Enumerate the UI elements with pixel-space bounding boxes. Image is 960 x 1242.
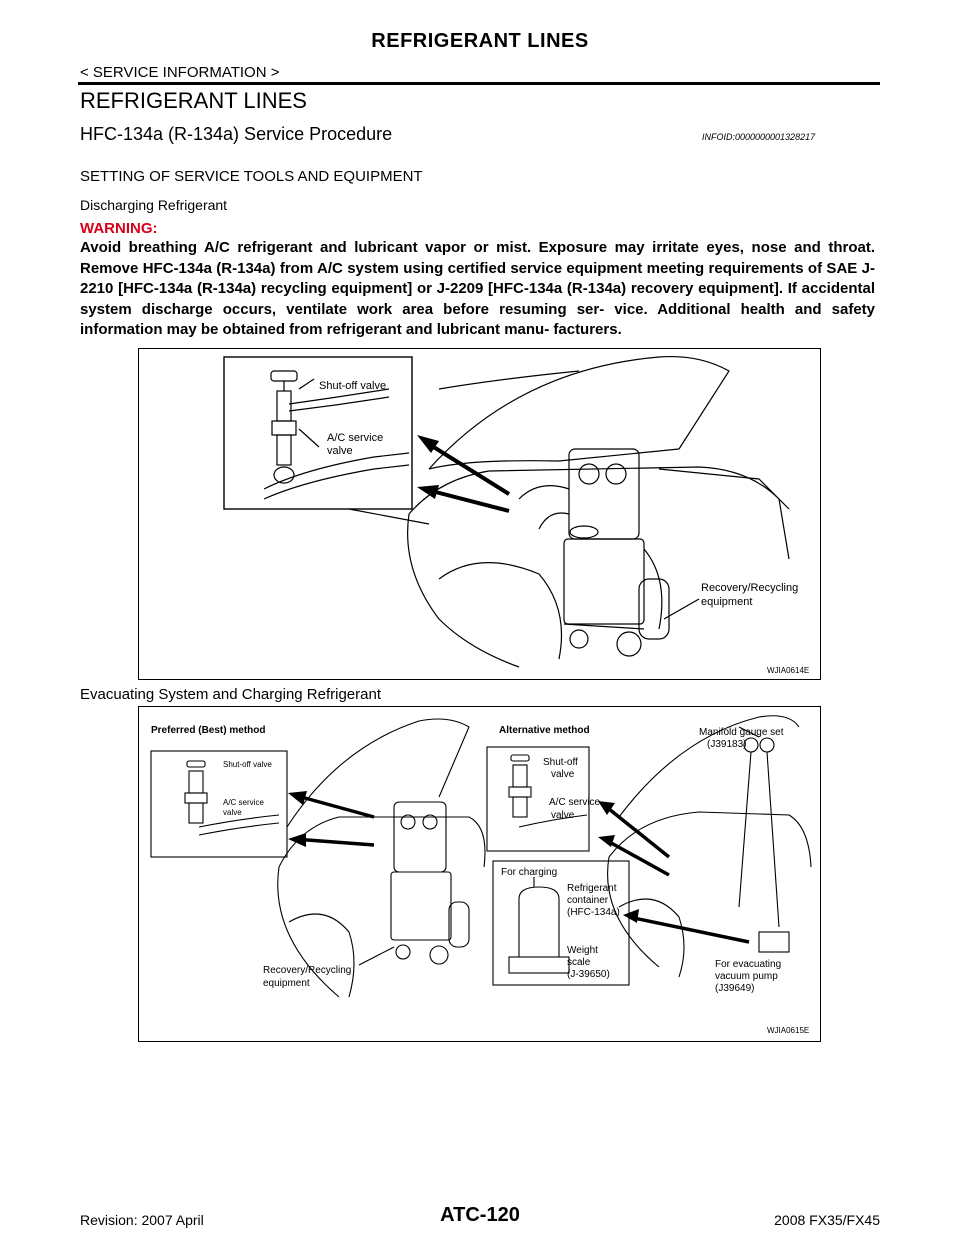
label-refrigerant-type: (HFC-134a) [567, 907, 620, 918]
evacuating-illustration [139, 707, 820, 1041]
breadcrumb: < SERVICE INFORMATION > [80, 64, 280, 81]
label-for-charging: For charging [501, 867, 558, 878]
sub-heading: SETTING OF SERVICE TOOLS AND EQUIPMENT [80, 168, 423, 185]
label-recovery: Recovery/Recycling [701, 582, 799, 594]
label-weight-number: (J-39650) [567, 969, 610, 980]
header-rule [78, 82, 880, 85]
footer-revision: Revision: 2007 April [80, 1212, 204, 1228]
label-recovery-equipment: equipment [701, 596, 753, 608]
section-title: REFRIGERANT LINES [80, 88, 307, 113]
label-ac-service: A/C service [327, 432, 384, 444]
label-preferred-method: Preferred (Best) method [151, 725, 266, 736]
discharging-heading: Discharging Refrigerant [80, 197, 228, 213]
figure-evacuating [138, 706, 821, 1042]
label-shutoff: Shut-off [543, 757, 578, 768]
label-ac-service-valve: valve [551, 810, 575, 821]
label-ac-small: A/C service [223, 798, 264, 807]
procedure-title: HFC-134a (R-134a) Service Procedure [80, 124, 393, 144]
label-ac-service: A/C service [549, 797, 601, 808]
warning-label: WARNING: [80, 220, 158, 237]
info-id: INFOID:0000000001328217 [702, 132, 816, 142]
label-shutoff-small: Shut-off valve [223, 760, 272, 769]
label-manifold-number: (J39183) [707, 739, 747, 750]
label-manifold: Manifold gauge set [699, 727, 784, 738]
figure-discharging [138, 348, 821, 680]
label-vacuum-number: (J39649) [715, 983, 755, 994]
warning-text: Avoid breathing A/C refrigerant and lubricant vapor or mist. Exposure may irritate eyes, nose and throat. Remove HFC-134a (R-134a) from A/C system using certified service equipment meeting requirements of SAE J-2210 [HFC-134a (R-134a) recycling equipment] or J-2209 [HFC-134a (R-134a) recovery equipment]. If accidental system discharge occurs, ventilate work area before resuming ser- vice. Additional health and safety information may be obtained from refrigerant and lubricant manu- facturers. [80, 239, 875, 339]
label-ac-small-valve: valve [223, 808, 242, 817]
label-alternative-method: Alternative method [499, 725, 590, 736]
label-shutoff-valve: Shut-off valve [319, 380, 387, 392]
label-recovery-equipment: equipment [263, 978, 310, 989]
label-weight-scale: scale [567, 957, 591, 968]
footer-page-number: ATC-120 [440, 1204, 520, 1226]
label-ac-service-valve: valve [327, 445, 353, 457]
label-recovery: Recovery/Recycling [263, 965, 352, 976]
figure-code: WJIA0614E [767, 666, 810, 675]
label-refrigerant: Refrigerant [567, 883, 617, 894]
footer-model: 2008 FX35/FX45 [774, 1212, 880, 1228]
evacuating-heading: Evacuating System and Charging Refrigerant [80, 686, 381, 703]
label-refrigerant-container: container [567, 895, 609, 906]
page-header-title: REFRIGERANT LINES [371, 30, 589, 52]
figure-code: WJIA0615E [767, 1026, 810, 1035]
label-shutoff-valve: valve [551, 769, 575, 780]
label-vacuum-pump: vacuum pump [715, 971, 778, 982]
label-vacuum: For evacuating [715, 959, 782, 970]
label-weight: Weight [567, 945, 598, 956]
discharging-illustration [139, 349, 820, 679]
